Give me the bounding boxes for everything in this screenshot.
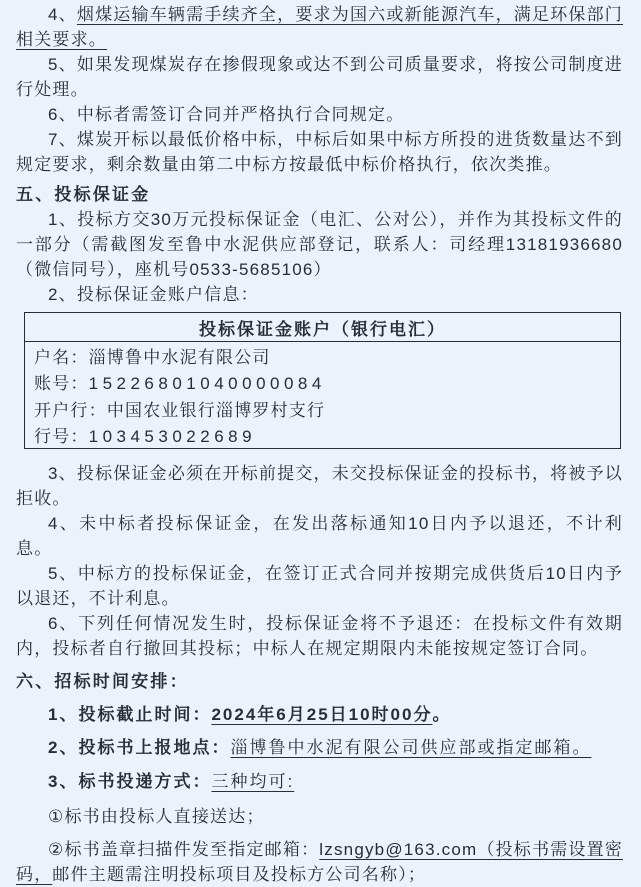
item-label: 3、标书投递方式： bbox=[48, 772, 212, 791]
bid-deadline-value: 2024年6月25日10时00分 bbox=[211, 705, 433, 724]
clause-number: 4、 bbox=[48, 5, 77, 24]
method-prefix: ②标书盖章扫描件发至指定邮箱： bbox=[48, 840, 320, 859]
delivery-method-email bbox=[16, 837, 623, 887]
deposit-refund-winner-clause: 5、中标方的投标保证金，在签订正式合同并按期完成供货后10日内予以退还，不计利息。 bbox=[16, 564, 623, 608]
item-label: 2、投标书上报地点： bbox=[48, 738, 231, 757]
deposit-account-table-title: 投标保证金账户（银行电汇） bbox=[25, 313, 621, 342]
bank-branch-cell bbox=[25, 395, 621, 422]
field-label: 开户行： bbox=[34, 400, 107, 420]
method-suffix: 邮件主题需注明投标项目及投标方公司名称）； bbox=[52, 865, 427, 884]
deposit-submit-clause: 3、投标保证金必须在开标前提交，未交投标保证金的投标书，将被予以拒收。 bbox=[16, 464, 623, 508]
account-holder-cell bbox=[25, 342, 621, 369]
table-row bbox=[25, 395, 621, 422]
deposit-refund-losers-clause: 4、未中标者投标保证金，在发出落标通知10日内予以退还，不计利息。 bbox=[16, 514, 623, 558]
field-value: 中国农业银行淄博罗村支行 bbox=[106, 400, 326, 420]
bid-submission-place-value: 淄博鲁中水泥有限公司供应部或指定邮箱。 bbox=[230, 738, 592, 757]
field-value: 103453022689 bbox=[88, 427, 257, 447]
table-row bbox=[25, 369, 621, 396]
field-value: 淄博鲁中水泥有限公司 bbox=[88, 347, 271, 367]
bid-delivery-method-item bbox=[16, 769, 623, 794]
section5-heading: 五、投标保证金 bbox=[16, 185, 151, 204]
bank-code-cell bbox=[25, 422, 621, 449]
deposit-forfeit-clause: 6、下列任何情况发生时，投标保证金将不予退还：在投标文件有效期内，投标者自行撤回其投标；中标人在规定期限内未能按规定签订合同。 bbox=[16, 614, 623, 658]
clause-underlined-text: 烟煤运输车辆需手续齐全，要求为国六或新能源汽车，满足环保部门相关要求。 bbox=[16, 5, 624, 49]
item-label: 1、投标截止时间： bbox=[48, 705, 212, 724]
deposit-account-table bbox=[24, 312, 621, 449]
table-header-row bbox=[25, 313, 621, 342]
table-row bbox=[25, 342, 621, 369]
field-label: 账号： bbox=[34, 374, 89, 394]
section6-heading: 六、招标时间安排： bbox=[16, 672, 189, 691]
clause-lowest-price-award: 7、煤炭开标以最低价格中标，中标后如果中标方所投的进货数量达不到规定要求，剩余数量由第二中标方按最低中标价格执行，依次类推。 bbox=[16, 130, 623, 174]
bid-submission-place-item bbox=[16, 735, 623, 760]
field-label: 行号： bbox=[34, 427, 89, 447]
bid-deadline-item bbox=[16, 702, 623, 727]
field-label: 户名： bbox=[34, 347, 89, 367]
field-value: 15226801040000084 bbox=[88, 374, 326, 394]
account-number-cell bbox=[25, 369, 621, 396]
deposit-account-info-clause: 2、投标保证金账户信息： bbox=[48, 285, 259, 304]
clause-coal-transport bbox=[16, 2, 623, 52]
bid-email-address: lzsngyb@163.com（投标书需设置密码， bbox=[16, 840, 623, 884]
delivery-method-direct: ①标书由投标人直接送达； bbox=[48, 807, 265, 826]
item-suffix: 。 bbox=[432, 705, 452, 724]
clause-quality-penalty: 5、如果发现煤炭存在掺假现象或达不到公司质量要求，将按公司制度进行处理。 bbox=[16, 55, 623, 99]
bid-delivery-method-value: 三种均可: bbox=[211, 772, 295, 791]
clause-contract-signing: 6、中标者需签订合同并严格执行合同规定。 bbox=[48, 105, 405, 124]
table-row bbox=[25, 422, 621, 449]
deposit-amount-clause: 1、投标方交30万元投标保证金（电汇、公对公），并作为其投标文件的一部分（需截图发至鲁中水泥供应部登记，联系人：司经理13181936680（微信同号），座机号0533-5685106） bbox=[16, 210, 623, 279]
